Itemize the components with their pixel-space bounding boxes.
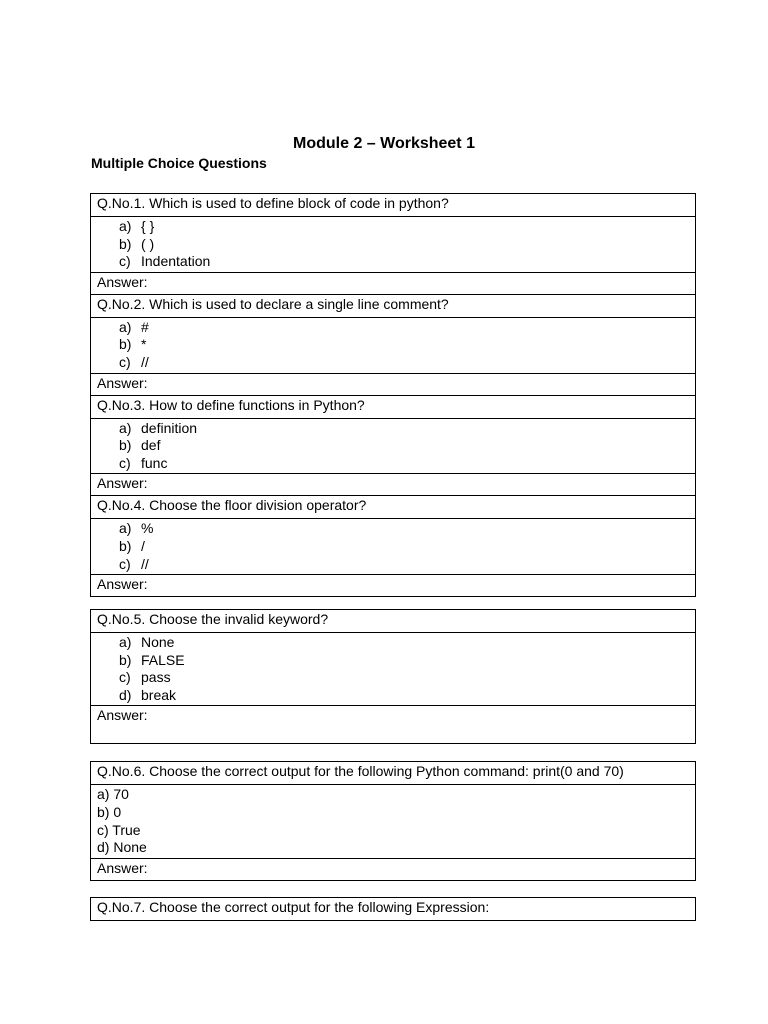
option-item: c) func [119, 454, 168, 471]
option-item: b) FALSE [119, 651, 185, 668]
question-1: Q.No.1. Which is used to define block of code in python? [91, 194, 696, 217]
question-2-options [91, 317, 696, 373]
questions-table-1-4 [90, 193, 696, 597]
option-item: b) / [119, 537, 145, 554]
question-6-options [91, 785, 696, 859]
option-item: a) % [119, 520, 154, 537]
question-1-options [91, 217, 696, 273]
answer-field-6[interactable]: Answer: [91, 859, 696, 881]
question-4: Q.No.4. Choose the floor division operator? [91, 496, 696, 519]
answer-field-1[interactable]: Answer: [91, 272, 696, 294]
question-5-table [90, 609, 696, 744]
section-title: Multiple Choice Questions [91, 155, 267, 171]
option-item: b) * [119, 336, 147, 353]
question-3-options [91, 418, 696, 474]
option-item: d) None [97, 839, 147, 856]
answer-field-2[interactable]: Answer: [91, 373, 696, 395]
option-item: b) 0 [97, 803, 122, 820]
option-item: a) definition [119, 419, 198, 436]
question-6: Q.No.6. Choose the correct output for the following Python command: print(0 and 70) [91, 762, 696, 785]
option-item: c) Indentation [119, 253, 211, 270]
option-item: d) break [119, 686, 177, 703]
option-item: b) ( ) [119, 235, 155, 252]
question-3: Q.No.3. How to define functions in Python? [91, 395, 696, 418]
option-item: c) True [97, 821, 141, 838]
page-title: Module 2 – Worksheet 1 [293, 135, 475, 152]
option-item: a) # [119, 318, 149, 335]
option-item: c) // [119, 555, 149, 572]
option-item: a) None [119, 634, 175, 650]
question-7: Q.No.7. Choose the correct output for the following Expression: [91, 898, 696, 921]
question-7-table [90, 897, 696, 921]
answer-field-4[interactable]: Answer: [91, 575, 696, 597]
question-5-options [91, 633, 696, 706]
answer-field-5[interactable]: Answer: [91, 706, 696, 744]
question-4-options [91, 519, 696, 575]
answer-field-3[interactable]: Answer: [91, 474, 696, 496]
question-2: Q.No.2. Which is used to declare a single line comment? [91, 294, 696, 317]
option-item: a) 70 [97, 786, 129, 802]
option-item: c) pass [119, 669, 171, 686]
option-item: c) // [119, 353, 149, 370]
option-item: a) { } [119, 218, 155, 234]
question-5: Q.No.5. Choose the invalid keyword? [91, 610, 696, 633]
question-6-table [90, 761, 696, 881]
option-item: b) def [119, 437, 161, 454]
